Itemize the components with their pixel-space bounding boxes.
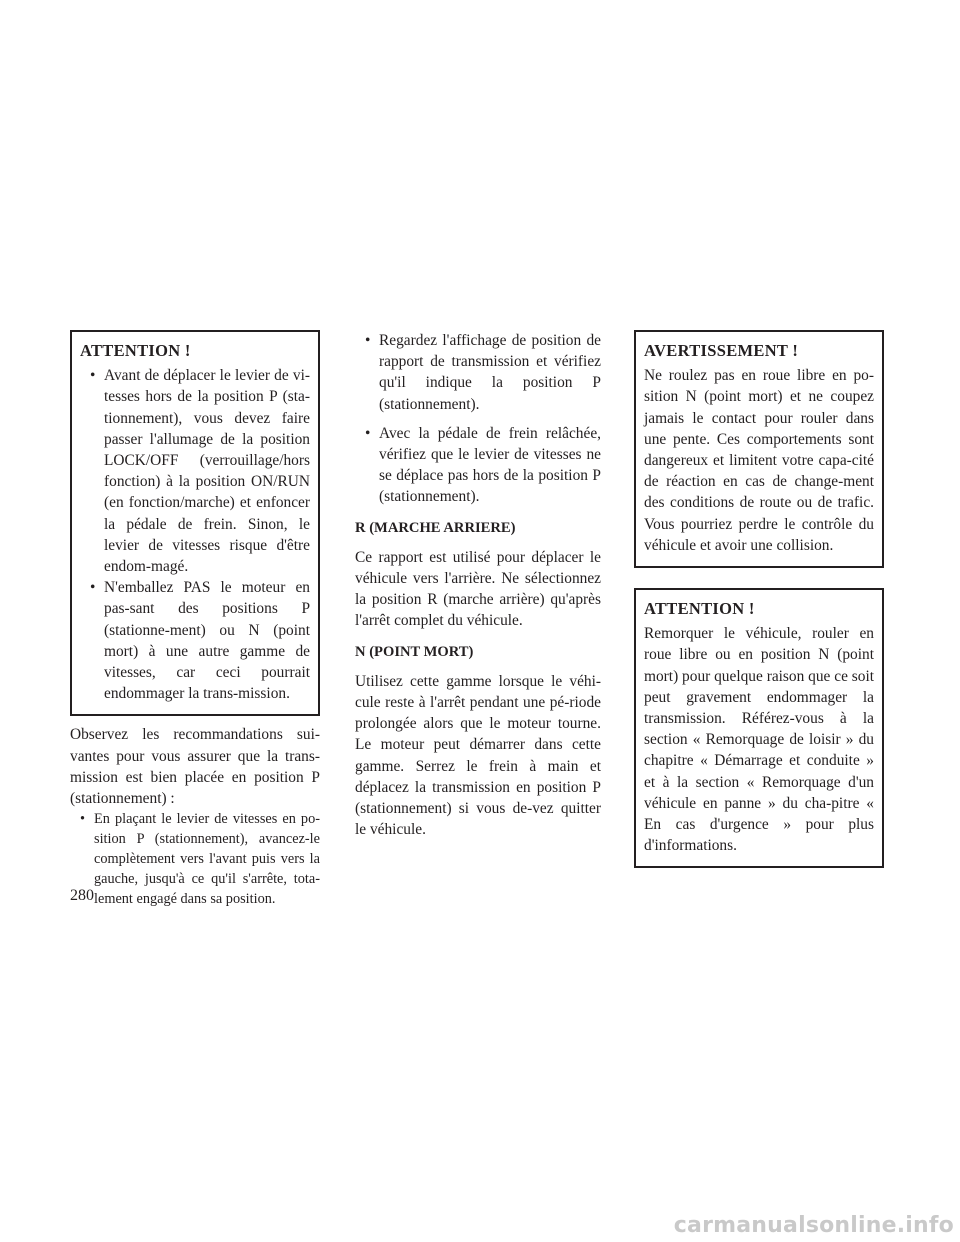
list-item: • Regardez l'affichage de position de rapport de transmission et vérifiez qu'il indique la position P (stationnement). — [365, 332, 601, 413]
warning-box — [634, 330, 884, 568]
caution-title: ATTENTION ! — [644, 599, 755, 619]
bullet-icon: • — [80, 811, 86, 828]
caution-title: ATTENTION ! — [80, 341, 191, 360]
caution-item: • Avant de déplacer le levier de vi-tesses hors de la position P (sta-tionnement), vous devez faire passer l'allumage de la position LOCK/OFF (verrouillage/hors fonction) à la position ON/RUN (en fonction/marche) et enfoncer la pédale de frein. Sinon, le levier de vitesses risque d'être endom-magé. — [90, 367, 310, 576]
intro-paragraph: Observez les recommandations sui-vantes pour vous assurer que la trans-mission est bien placée en position P (stationnement) : — [70, 726, 320, 808]
right-column — [634, 330, 884, 868]
bullet-icon: • — [365, 332, 371, 349]
caution-box-1 — [70, 330, 320, 716]
bullet-icon: • — [90, 579, 96, 597]
caution-item: • N'emballez PAS le moteur en pas-sant des positions P (stationne-ment) ou N (point mort) à une autre gamme de vitesses, car ceci pourrait endommager la trans-mission. — [90, 579, 310, 703]
page-number: 280 — [70, 887, 94, 904]
park-bullet-list — [70, 809, 320, 909]
caution-list — [80, 365, 310, 704]
neutral-paragraph: Utilisez cette gamme lorsque le véhi-cule reste à l'arrêt pendant une pé-riode prolongée alors que le moteur tourne. Le moteur peut démarrer dans cette gamme. Serrez le frein à main et déplacez la transmission en position P (stationnement) si vous de-vez quitter le véhicule. — [355, 672, 601, 839]
reverse-paragraph: Ce rapport est utilisé pour déplacer le véhicule vers l'arrière. Ne sélectionnez la position R (marche arrière) qu'après l'arrêt complet du véhicule. — [355, 548, 601, 630]
caution-box-2 — [634, 588, 884, 868]
list-item: • Avec la pédale de frein relâchée, vérifiez que le levier de vitesses ne se déplace pas hors de la position P (stationnement). — [365, 424, 601, 506]
warning-title: AVERTISSEMENT ! — [644, 341, 799, 360]
warning-text: Ne roulez pas en roue libre en po-sition N (point mort) et ne coupez jamais le contact pour rouler dans une pente. Ces comportements sont dangereux et limitent votre capa-cité de réaction en cas de change-ment des conditions de route ou de trafic. Vous pourriez perdre le contrôle du véhicule et avoir une collision. — [644, 367, 874, 554]
left-column — [70, 330, 320, 909]
watermark: carmanualsonline.info — [673, 1213, 954, 1238]
middle-column — [355, 330, 601, 840]
caution-text: Remorquer le véhicule, rouler en roue libre ou en position N (point mort) pour quelque raison que ce soit peut gravement endommager la transmission. Référez-vous à la section « Remorquage de loisir » du chapitre « Démarrage et conduite » et à la section « Remorquage d'un véhicule en panne » du cha-pitre « En cas d'urgence » pour plus d'informations. — [644, 625, 874, 855]
reverse-heading: R (MARCHE ARRIERE) — [355, 519, 516, 536]
bullet-icon: • — [90, 367, 96, 385]
check-bullet-list — [355, 330, 601, 508]
bullet-icon: • — [365, 424, 371, 442]
neutral-heading: N (POINT MORT) — [355, 643, 474, 660]
list-item: • En plaçant le levier de vitesses en po-sition P (stationnement), avancez-le complètement vers l'avant puis vers la gauche, jusqu'à ce qu'il s'arrête, tota-lement engagé dans sa position. — [80, 811, 320, 908]
